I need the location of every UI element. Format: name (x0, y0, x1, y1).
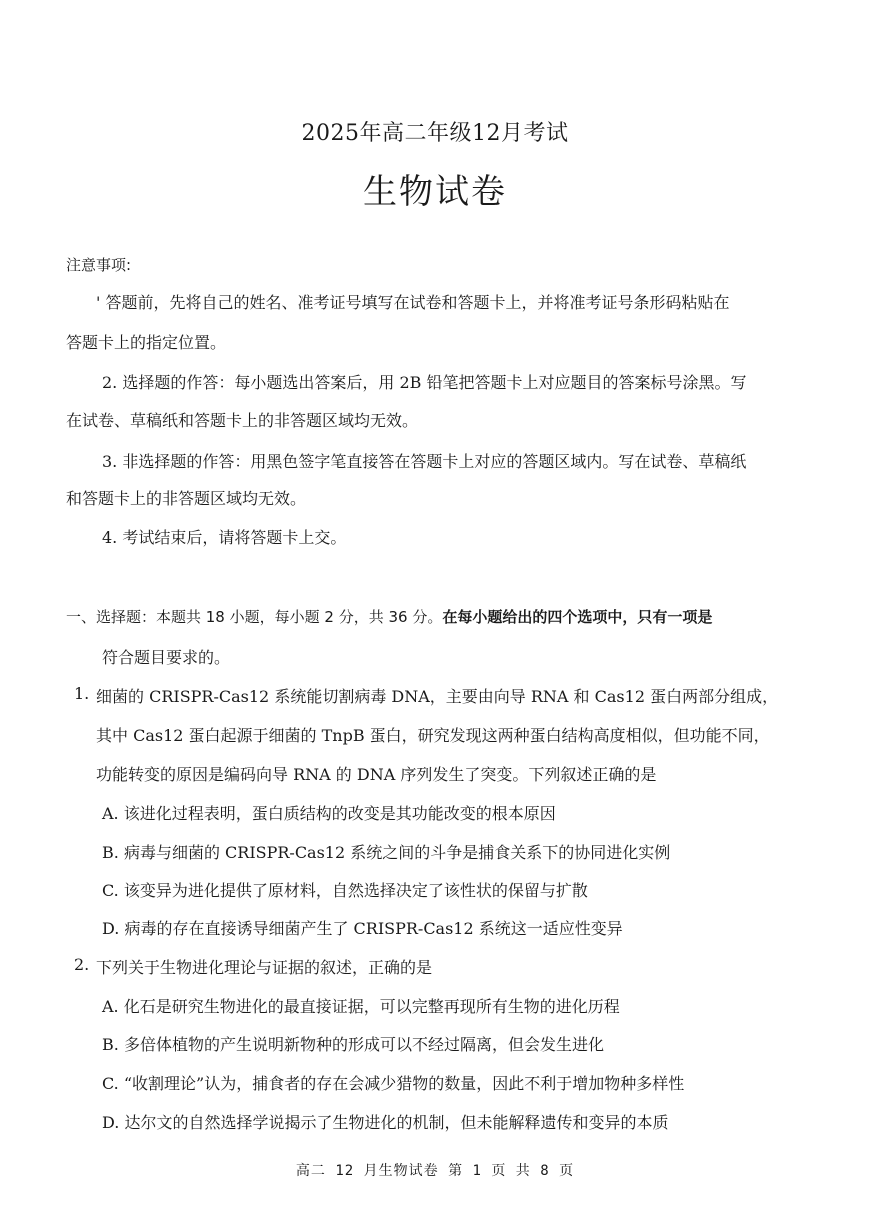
page-footer: 高二 12 月生物试卷 第 1 页 共 8 页 (295, 1163, 575, 1179)
question-1-number: 1. (74, 684, 90, 703)
option-label: C. (102, 881, 119, 900)
question-2-option-c (102, 1071, 684, 1094)
question-1-stem-line-1: 细菌的 CRISPR-Cas12 系统能切割病毒 DNA，主要由向导 RNA 和 Cas12 蛋白两部分组成， (96, 687, 779, 706)
option-text: 该变异为进化提供了原材料，自然选择决定了该性状的保留与扩散 (123, 881, 588, 900)
question-2-stem-line-1: 下列关于生物进化理论与证据的叙述，正确的是 (96, 958, 433, 977)
option-label: B. (102, 1035, 119, 1054)
option-text: 达尔文的自然选择学说揭示了生物进化的机制，但未能解释遗传和变异的本质 (124, 1113, 669, 1132)
option-label: C. (102, 1074, 119, 1093)
section-1-intro (66, 606, 712, 627)
note-1-line-2: 答题卡上的指定位置。 (66, 333, 227, 352)
notes-heading: 注意事项: (66, 256, 132, 274)
option-text: 该进化过程表明，蛋白质结构的改变是其功能改变的根本原因 (123, 804, 556, 823)
question-1-option-d (102, 916, 623, 939)
note-2-line-2: 在试卷、草稿纸和答题卡上的非答题区域均无效。 (66, 411, 419, 430)
subject-title: 生物试卷 (363, 172, 507, 212)
option-label: B. (102, 843, 119, 862)
question-1-stem-line-2: 其中 Cas12 蛋白起源于细菌的 TnpB 蛋白，研究发现这两种蛋白结构高度相似，但功能不同， (96, 726, 770, 745)
section-1-intro-bold: 在每小题给出的四个选项中，只有一项是 (442, 608, 713, 626)
question-1-option-b (102, 840, 670, 863)
option-label: A. (102, 997, 119, 1016)
question-2-option-b (102, 1032, 604, 1055)
note-3-line-1: 3. 非选择题的作答：用黑色签字笔直接答在答题卡上对应的答题区域内。写在试卷、草稿纸 (102, 452, 747, 471)
option-label: A. (102, 804, 119, 823)
option-text: 病毒与细菌的 CRISPR-Cas12 系统之间的斗争是捕食关系下的协同进化实例 (123, 843, 671, 862)
section-1-intro-line-2: 符合题目要求的。 (102, 648, 231, 667)
note-2-line-1: 2. 选择题的作答：每小题选出答案后，用 2B 铅笔把答题卡上对应题目的答案标号涂黑。写 (102, 373, 747, 392)
note-1-line-1: ' 答题前，先将自己的姓名、准考证号填写在试卷和答题卡上，并将准考证号条形码粘贴在 (96, 293, 730, 312)
note-4-line-1: 4. 考试结束后，请将答题卡上交。 (102, 528, 347, 547)
question-1-stem-line-3: 功能转变的原因是编码向导 RNA 的 DNA 序列发生了突变。下列叙述正确的是 (96, 765, 657, 784)
option-text: 化石是研究生物进化的最直接证据，可以完整再现所有生物的进化历程 (123, 997, 620, 1016)
question-1-option-c (102, 878, 588, 901)
option-label: D. (102, 1113, 120, 1132)
option-text: “收割理论”认为，捕食者的存在会减少猎物的数量，因此不利于增加物种多样性 (123, 1074, 685, 1093)
question-2-number: 2. (74, 955, 90, 974)
question-1-option-a (102, 801, 556, 824)
question-2-option-a (102, 994, 620, 1017)
exam-title: 2025年高二年级12月考试 (301, 121, 569, 146)
option-label: D. (102, 919, 120, 938)
question-2-option-d (102, 1110, 668, 1133)
note-3-line-2: 和答题卡上的非答题区域均无效。 (66, 489, 307, 508)
option-text: 病毒的存在直接诱导细菌产生了 CRISPR-Cas12 系统这一适应性变异 (124, 919, 623, 938)
section-1-intro-normal: 一、选择题：本题共 18 小题，每小题 2 分，共 36 分。 (66, 608, 443, 626)
option-text: 多倍体植物的产生说明新物种的形成可以不经过隔离，但会发生进化 (123, 1035, 604, 1054)
